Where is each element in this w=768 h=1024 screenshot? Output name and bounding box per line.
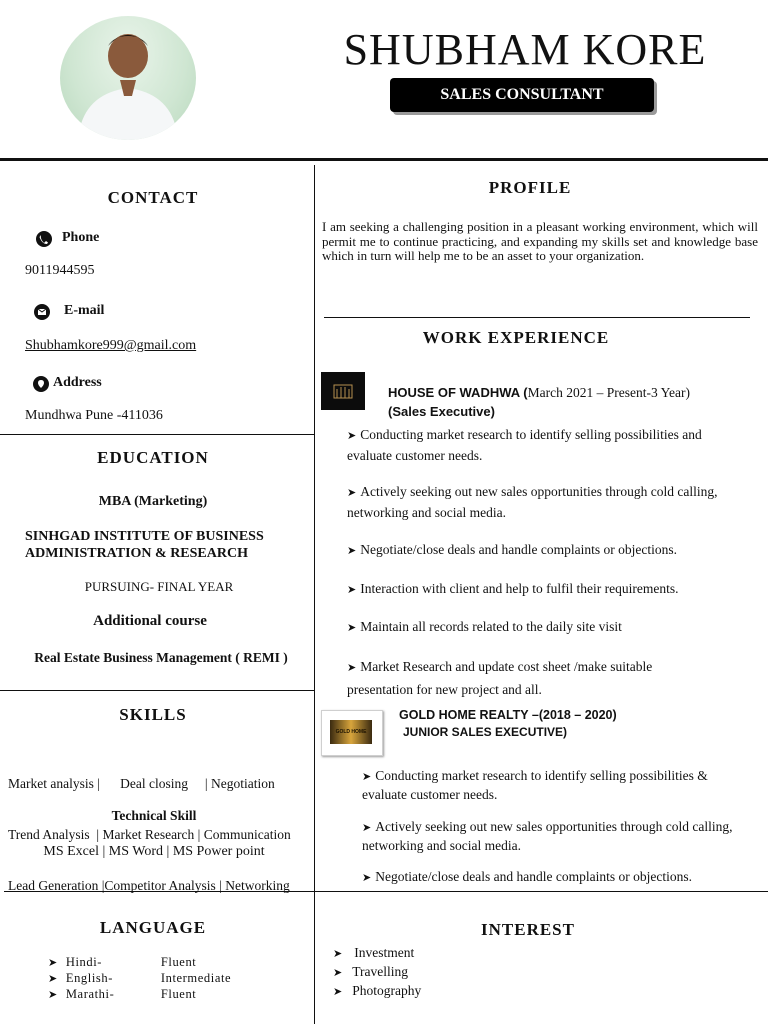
email-row xyxy=(34,303,104,321)
address-value: Mundhwa Pune -411036 xyxy=(25,408,163,423)
contact-divider xyxy=(0,434,314,435)
skills-line: Trend Analysis | Market Research | Communication xyxy=(8,827,291,842)
job-1-period: March 2021 – Present-3 Year) xyxy=(527,385,690,400)
gold-home-logo xyxy=(321,710,383,756)
institute-line2: ADMINISTRATION & RESEARCH xyxy=(25,546,248,561)
skills-line: Lead Generation |Competitor Analysis | Networking xyxy=(8,878,290,893)
profile-photo xyxy=(60,16,196,140)
interest-item: ➤ Travelling xyxy=(333,964,408,979)
language-name: English- xyxy=(65,971,113,985)
job-1-bullet: ➤ Maintain all records related to the daily site visit xyxy=(347,619,622,634)
job-1-bullet: ➤ Negotiate/close deals and handle complaints or objections. xyxy=(347,542,678,557)
additional-course-heading: Additional course xyxy=(93,613,207,629)
language-level: Fluent xyxy=(160,987,197,1001)
degree: MBA (Marketing) xyxy=(98,494,208,509)
work-heading: WORK EXPERIENCE xyxy=(422,328,610,347)
profile-heading: PROFILE xyxy=(488,178,572,197)
phone-label: Phone xyxy=(62,230,100,245)
gold-home-logo-text: GOLD HOME xyxy=(330,720,372,744)
job-1-bullet: ➤ Market Research and update cost sheet /make suitable presentation for new project and all. xyxy=(347,659,653,697)
language-level: Fluent xyxy=(160,955,197,969)
job-2-bullet: ➤ Negotiate/close deals and handle complaints or objections. xyxy=(362,869,693,884)
arrow-bullet-icon: ➤ xyxy=(347,545,357,557)
skills-list xyxy=(8,741,291,911)
header-divider xyxy=(0,158,768,161)
language-heading: LANGUAGE xyxy=(99,918,207,937)
technical-skill-heading: Technical Skill xyxy=(111,808,197,823)
email-link[interactable]: Shubhamkore999@gmail.com xyxy=(25,338,197,353)
address-label: Address xyxy=(53,375,102,390)
arrow-bullet-icon: ➤ xyxy=(347,584,357,596)
skills-heading: SKILLS xyxy=(119,705,187,724)
email-label: E-mail xyxy=(64,303,105,318)
job-1-bullet: ➤ Actively seeking out new sales opportunities through cold calling, networking and social media. xyxy=(347,484,718,520)
arrow-bullet-icon: ➤ xyxy=(362,822,372,834)
interest-list xyxy=(333,944,421,1001)
arrow-bullet-icon: ➤ xyxy=(333,986,343,998)
skills-line: Market analysis | Deal closing | Negotiation xyxy=(8,776,275,791)
phone-row xyxy=(36,230,99,248)
education-heading: EDUCATION xyxy=(97,448,209,467)
interest-item: ➤ Investment xyxy=(333,945,415,960)
arrow-bullet-icon: ➤ xyxy=(333,948,343,960)
job-1-role: (Sales Executive) xyxy=(388,404,495,419)
job-2-bullet: ➤ Conducting market research to identify selling possibilities & evaluate customer needs. xyxy=(362,768,708,802)
additional-course: Real Estate Business Management ( REMI ) xyxy=(34,650,288,665)
interest-item: ➤ Photography xyxy=(333,983,422,998)
language-level: Intermediate xyxy=(160,971,232,985)
phone-value[interactable]: 9011944595 xyxy=(25,263,95,278)
address-row xyxy=(33,375,102,393)
language-name: Marathi- xyxy=(65,987,115,1001)
arrow-bullet-icon: ➤ xyxy=(347,487,357,499)
arrow-bullet-icon: ➤ xyxy=(362,771,372,783)
arrow-bullet-icon: ➤ xyxy=(347,622,357,634)
candidate-name: SHUBHAM KORE xyxy=(343,25,707,74)
job-1-title xyxy=(388,385,690,401)
arrow-bullet-icon: ➤ xyxy=(362,872,372,884)
location-icon xyxy=(33,376,49,392)
language-name: Hindi- xyxy=(65,955,103,969)
job-1-company: HOUSE OF WADHWA ( xyxy=(388,385,528,400)
email-icon xyxy=(34,304,50,320)
language-list xyxy=(48,955,231,1003)
arrow-bullet-icon: ➤ xyxy=(333,967,343,979)
arrow-bullet-icon: ➤ xyxy=(347,662,357,674)
job-2-role: JUNIOR SALES EXECUTIVE) xyxy=(403,725,568,739)
institute-line1: SINHGAD INSTITUTE OF BUSINESS xyxy=(25,529,264,544)
job-1-bullet: ➤ Conducting market research to identify selling possibilities and evaluate customer needs. xyxy=(347,427,702,463)
job-title-banner: SALES CONSULTANT xyxy=(390,78,654,112)
language-item: ➤ English- Intermediate xyxy=(48,971,232,985)
interest-heading: INTEREST xyxy=(481,920,575,939)
language-item: ➤ Hindi- Fluent xyxy=(48,955,197,969)
arrow-bullet-icon: ➤ xyxy=(347,430,357,442)
profile-text: I am seeking a challenging position in a pleasant working environment, which will permit me to continue practicing, and expanding my skills set and knowledge base which in turn will help me to be an asset to your organization. xyxy=(322,219,758,263)
house-of-wadhwa-logo xyxy=(321,372,365,410)
job-2-bullet: ➤ Actively seeking out new sales opportunities through cold calling, networking and social media. xyxy=(362,819,733,853)
education-status: PURSUING- FINAL YEAR xyxy=(84,579,234,594)
technical-skills: MS Excel | MS Word | MS Power point xyxy=(43,844,265,859)
job-2-company: GOLD HOME REALTY –(2018 – 2020) xyxy=(399,708,617,722)
education-divider xyxy=(0,690,314,691)
language-item: ➤ Marathi- Fluent xyxy=(48,987,197,1001)
job-1-bullet: ➤ Interaction with client and help to fulfil their requirements. xyxy=(347,581,679,596)
phone-icon xyxy=(36,231,52,247)
profile-divider xyxy=(324,317,750,318)
contact-heading: CONTACT xyxy=(107,188,199,207)
